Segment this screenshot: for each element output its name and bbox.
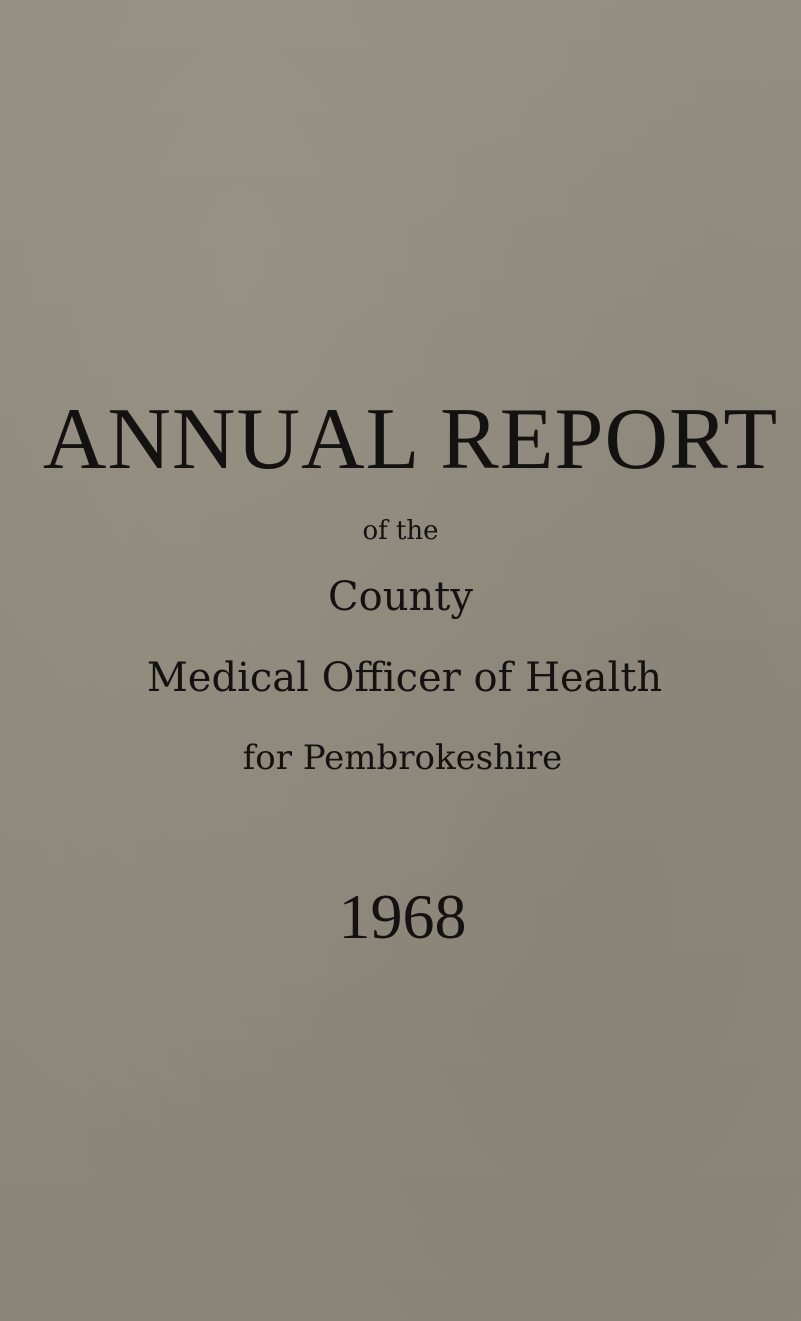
subtitle-region: for Pembrokeshire — [242, 738, 563, 778]
report-title: ANNUAL REPORT — [42, 391, 779, 488]
report-year: 1968 — [338, 881, 467, 952]
subtitle-county: County — [328, 574, 473, 620]
subtitle-officer: Medical Officer of Health — [146, 655, 663, 701]
subtitle-of-the: of the — [362, 516, 439, 546]
